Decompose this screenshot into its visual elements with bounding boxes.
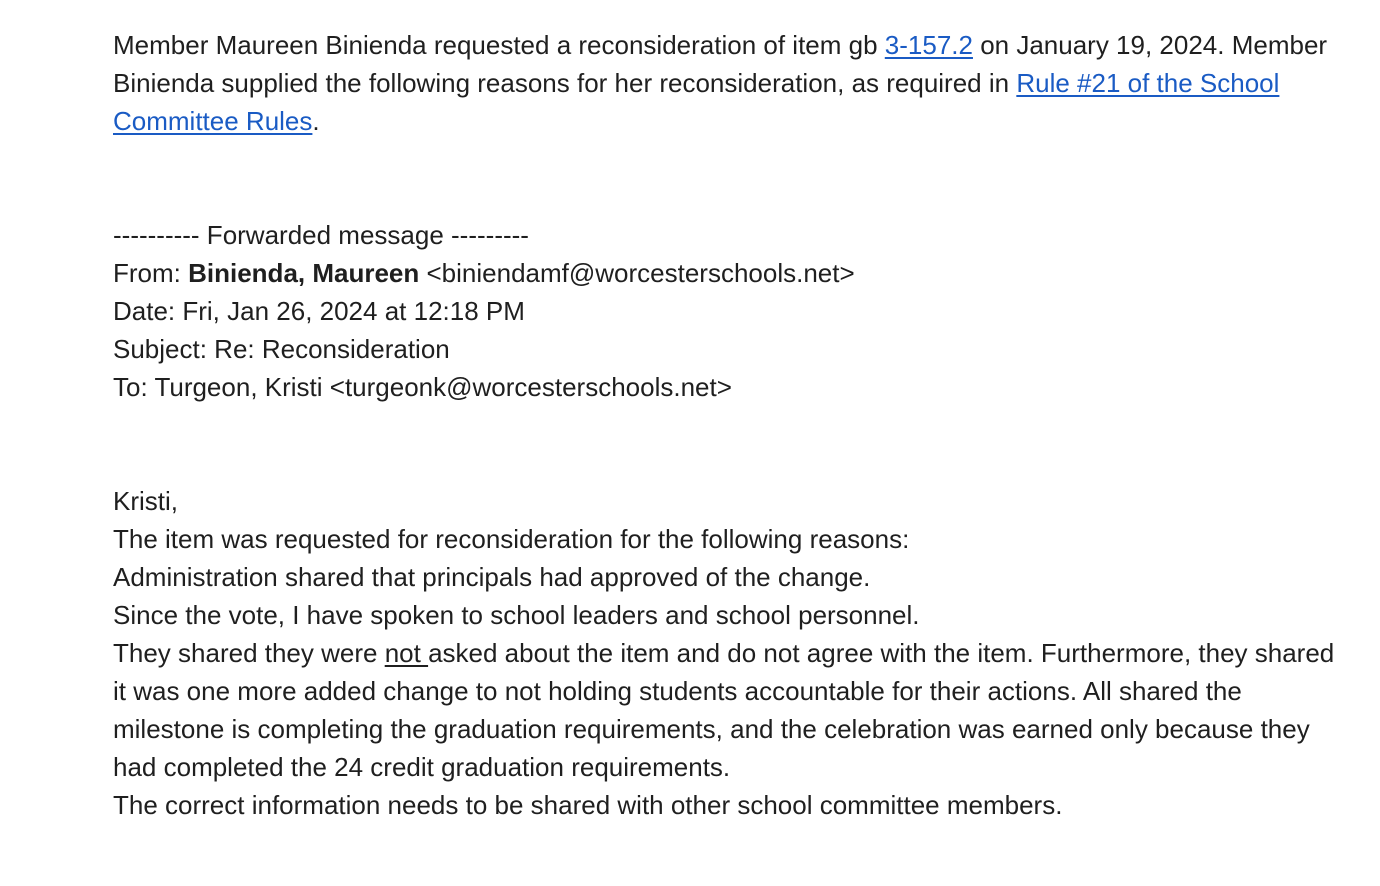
subject-line: Subject: Re: Reconsideration [113, 334, 450, 364]
body-line-2: Administration shared that principals had approved of the change. [113, 562, 871, 592]
from-label: From: [113, 258, 189, 288]
intro-paragraph [113, 26, 1353, 140]
intro-text-3: . [312, 106, 320, 136]
item-link[interactable]: 3-157.2 [884, 30, 973, 60]
from-email: <biniendamf@worcesterschools.net> [419, 258, 855, 288]
body-line-4: The correct information needs to be shared with other school committee members. [113, 790, 1063, 820]
body-line-1: The item was requested for reconsideration for the following reasons: [113, 524, 910, 554]
greeting: Kristi, [113, 486, 178, 516]
body-paragraph [113, 634, 1353, 786]
spacer [113, 406, 1353, 482]
rule-link[interactable]: Rule #21 of the School Committee Rules [113, 68, 1280, 136]
para-text-b: asked about the item and do not agree with the item. Furthermore, they shared it was one more added change to not holding students accountable for their actions. All shared the milestone is completing the graduation requirements, and the celebration was earned only because they had completed the 24 credit graduation requirements. [113, 638, 1335, 782]
intro-text-2: on January 19, 2024. Member Binienda supplied the following reasons for her reconsideration, as required in [113, 30, 1328, 98]
email-document [113, 26, 1353, 824]
email-body [113, 482, 1353, 824]
forwarded-separator: ---------- Forwarded message --------- [113, 220, 529, 250]
from-line [113, 254, 1353, 292]
spacer [113, 140, 1353, 216]
body-line-3: Since the vote, I have spoken to school leaders and school personnel. [113, 600, 920, 630]
intro-text-1: Member Maureen Binienda requested a reconsideration of item gb [113, 30, 885, 60]
from-name: Binienda, Maureen [188, 258, 420, 288]
date-line: Date: Fri, Jan 26, 2024 at 12:18 PM [113, 296, 525, 326]
underlined-not: not [384, 638, 429, 668]
para-text-a: They shared they were [113, 638, 385, 668]
forwarded-header [113, 216, 1353, 406]
to-line: To: Turgeon, Kristi <turgeonk@worcesterschools.net> [113, 372, 732, 402]
